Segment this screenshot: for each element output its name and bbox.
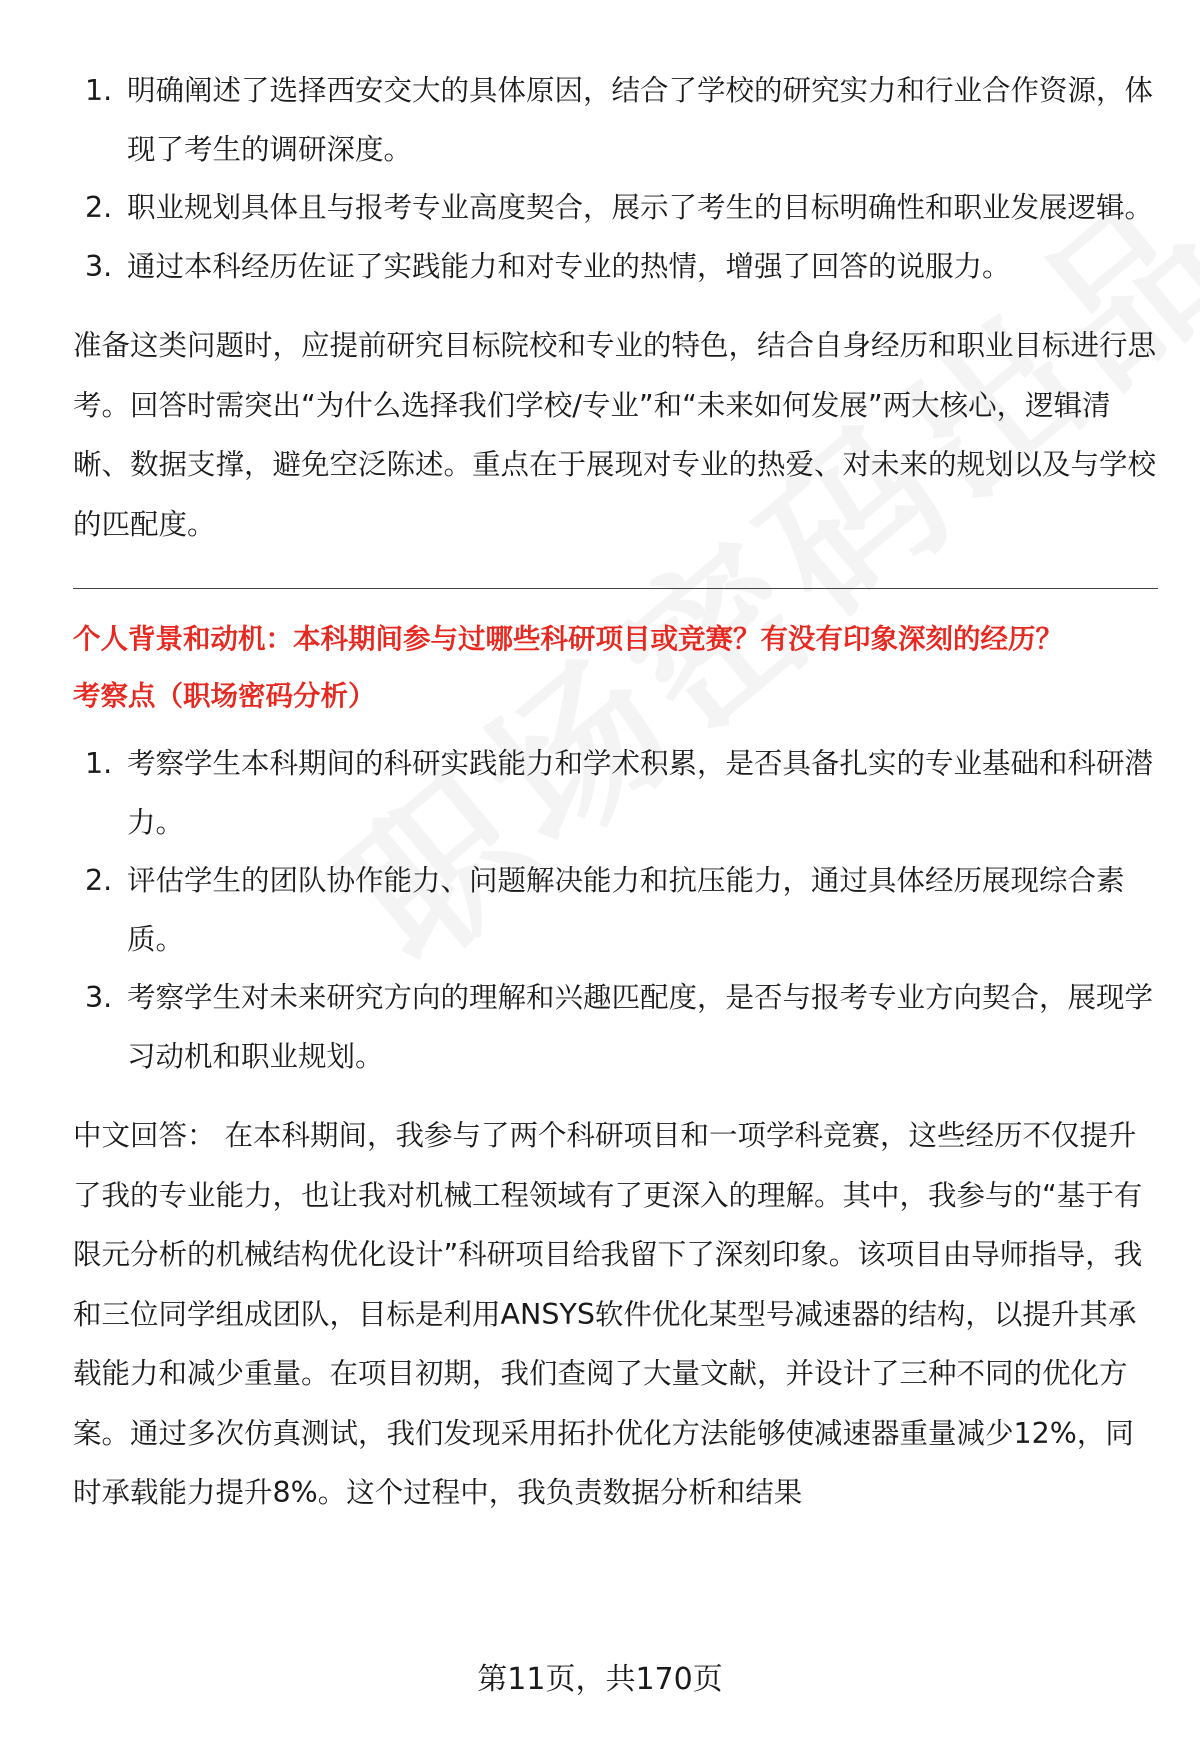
list-item-text: 明确阐述了选择西安交大的具体原因，结合了学校的研究实力和行业合作资源，体现了考生的调研深度。 [127,74,1154,166]
list-number: 1. [85,747,113,780]
document-page [73,62,1158,1523]
list-item [73,852,1158,969]
list-item-text: 通过本科经历佐证了实践能力和对专业的热情，增强了回答的说服力。 [127,249,1011,283]
answer-paragraph: 中文回答： 在本科期间，我参与了两个科研项目和一项学科竞赛，这些经历不仅提升了我的专业能力，也让我对机械工程领域有了更深入的理解。其中，我参与的“基于有限元分析的机械结构优化设计”科研项目给我留下了深刻印象。该项目由导师指导，我和三位同学组成团队，目标是利用ANSYS软件优化某型号减速器的结构，以提升其承载能力和减少重量。在项目初期，我们查阅了大量文献，并设计了三种不同的优化方案。通过多次仿真测试，我们发现采用拓扑优化方法能够使减速器重量减少12%，同时承载能力提升8%。这个过程中，我负责数据分析和结果 [73,1119,1143,1509]
list-item-text: 职业规划具体且与报考专业高度契合，展示了考生的目标明确性和职业发展逻辑。 [127,191,1154,224]
list-number: 3. [85,249,113,283]
list-item-text: 考察学生对未来研究方向的理解和兴趣匹配度，是否与报考专业方向契合，展现学习动机和职业规划。 [127,981,1154,1073]
list-item-text: 评估学生的团队协作能力、问题解决能力和抗压能力，通过具体经历展现综合素质。 [127,864,1125,956]
points-list [73,735,1158,1086]
list-item-text: 考察学生本科期间的科研实践能力和学术积累，是否具备扎实的专业基础和科研潜力。 [127,747,1154,839]
points-heading: 考察点（职场密码分析） [73,680,376,712]
question-heading: 个人背景和动机：本科期间参与过哪些科研项目或竞赛？有没有印象深刻的经历？ [73,623,1063,655]
list-number: 2. [85,864,113,897]
list-item [73,238,1158,297]
section-divider [73,588,1158,589]
summary-list [73,62,1158,296]
list-number: 2. [85,191,113,224]
page-footer: 第11页，共170页 [477,1662,723,1697]
prep-paragraph: 准备这类问题时，应提前研究目标院校和专业的特色，结合自身经历和职业目标进行思考。回答时需突出“为什么选择我们学校/专业”和“未来如何发展”两大核心，逻辑清晰、数据支撑，避免空泛陈述。重点在于展现对专业的热爱、对未来的规划以及与学校的匹配度。 [73,329,1157,541]
list-item [73,179,1158,238]
list-number: 1. [85,74,113,107]
list-number: 3. [85,981,113,1014]
list-item [73,969,1158,1086]
list-item [73,62,1158,179]
list-item [73,735,1158,852]
